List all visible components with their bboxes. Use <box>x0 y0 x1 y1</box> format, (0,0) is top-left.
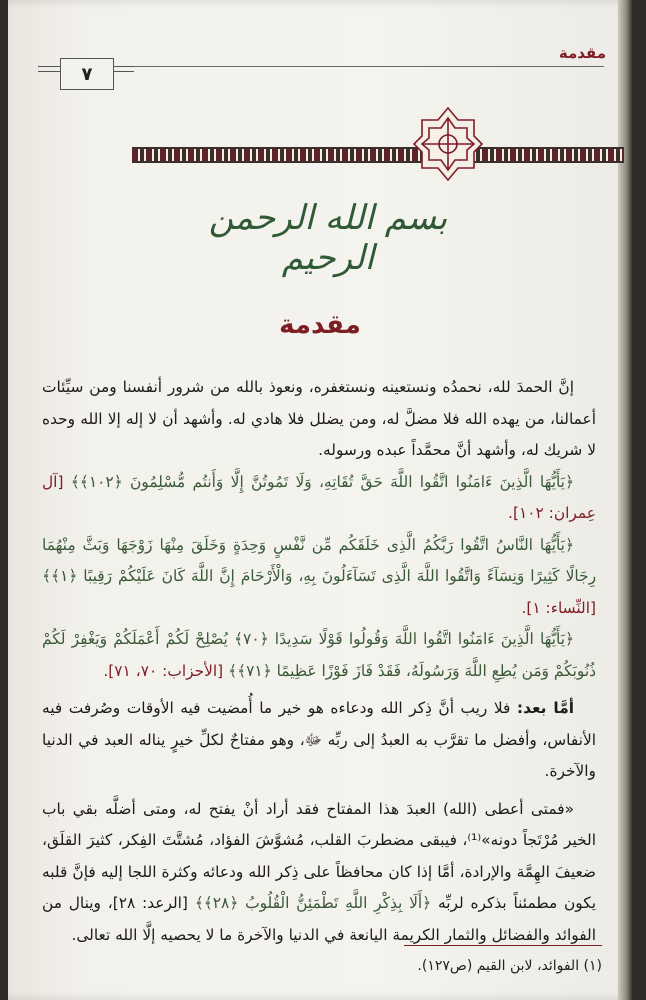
page-number: ٧ <box>60 58 114 90</box>
basmala: بسم الله الرحمن الرحيم <box>208 198 448 278</box>
footnote: (١) الفوائد، لابن القيم (ص١٢٧). <box>417 958 602 974</box>
paragraph-key-tail: [الرعد: ٢٨]، وينال من الفوائد والفضائل والثمار الكريمة اليانعة في الدنيا والآخرة ما لا يحصيه إلَّا الله تعالى. <box>42 894 596 944</box>
verse-1 <box>42 467 596 530</box>
book-page <box>8 0 632 1000</box>
star-ornament-icon <box>412 106 484 182</box>
paragraph-key <box>42 794 596 952</box>
verse-3-reference: [الأحزاب: ٧٠، ٧١]. <box>103 661 224 680</box>
paragraph-amma-baad <box>42 693 596 788</box>
verse-3 <box>42 624 596 687</box>
ornamental-band <box>132 147 624 163</box>
paragraph-opening: إنَّ الحمدَ لله، نحمدُه ونستعينه ونستغفره، ونعوذ بالله من شرور أنفسنا ومن سيِّئات أعمالنا، من يهده الله فلا مضلَّ له، ومن يضلل فلا هادي له. وأشهد أن لا إله إلا الله وحده لا شريك له، وأشهد أنَّ محمَّداً عبده ورسوله. <box>42 378 596 459</box>
body-text <box>42 372 596 951</box>
page-number-lines-left <box>38 66 60 76</box>
paragraph-key-text: «فمتى أعطى (الله) العبدَ هذا المفتاح فقد أراد أنْ يفتح له، ومتى أضلَّه بقي باب الخير مُرْتَجاً دونه»⁽¹⁾، فيبقى مضطربَ القلب، مُشوَّشَ الفؤاد، مُشتَّتَ الفِكر، كثيرَ القلَق، ضعيفَ الهِمَّة والإرادة، أمَّا إذا كان محافظاً على ذِكر الله ودعائه وكثرة اللجا إليه فإنَّ قلبه يكون مطمئناً بذكره لربِّه <box>42 799 597 912</box>
page-title: مقدمة <box>279 310 361 340</box>
verse-2 <box>42 530 596 625</box>
paragraph-key-verse: ﴿أَلَا بِذِكْرِ اللَّهِ تَطْمَئِنُّ الْقُلُوبُ ﴿٢٨﴾﴾ <box>194 894 432 912</box>
footnote-rule <box>404 945 602 946</box>
verse-2-reference: [النِّساء: ١]. <box>521 598 596 617</box>
amma-baad-text: فلا ريب أنَّ ذِكر الله ودعاءه هو خير ما أُمضيت فيه الأوقات وصُرفت فيه الأنفاس، وأفضل ما تقرَّب به العبدُ إلى ربِّه ﷻ، وهو مفتاحٌ لكلِّ خيرٍ يناله العبد في الدنيا والآخرة. <box>42 699 596 780</box>
verse-1-reference: [آل عِمران: ١٠٢]. <box>42 472 596 522</box>
verse-3-text: ﴿يَأَيُّهَا الَّذِينَ ءَامَنُوا اتَّقُوا اللَّهَ وَقُولُوا قَوْلًا سَدِيدًا ﴿٧٠﴾ يُصْلِحْ لَكُمْ أَعْمَلَكُمْ وَيَغْفِرْ لَكُمْ ذُنُوبَكُمْ وَمَن يُطِعِ اللَّهَ وَرَسُولَهُ، فَقَدْ فَازَ فَوْزًا عَظِيمًا ﴿٧١﴾﴾ <box>42 630 596 680</box>
page-number-lines-right <box>112 66 134 76</box>
running-head: مقدمة <box>558 44 606 62</box>
verse-1-text: ﴿يَأَيُّهَا الَّذِينَ ءَامَنُوا اتَّقُوا اللَّهَ حَقَّ تُقَاتِهِ، وَلَا تَمُوتُنَّ إِلَّا وَأَنتُم مُّسْلِمُونَ ﴿١٠٢﴾﴾ <box>70 472 574 491</box>
verse-2-text: ﴿يَأَيُّهَا النَّاسُ اتَّقُوا رَبَّكُمُ الَّذِى خَلَقَكُم مِّن نَّفْسٍ وَحِدَةٍ وَخَلَقَ مِنْهَا زَوْجَهَا وَبَثَّ مِنْهُمَا رِجَالًا كَثِيرًا وَنِسَآءً وَاتَّقُوا اللَّهَ الَّذِى تَسَآءَلُونَ بِهِ، وَالْأَرْحَامَ إِنَّ اللَّهَ كَانَ عَلَيْكُمْ رَقِيبًا ﴿١﴾﴾ <box>42 535 596 585</box>
amma-baad-lead: أمَّا بعد: <box>516 699 574 717</box>
